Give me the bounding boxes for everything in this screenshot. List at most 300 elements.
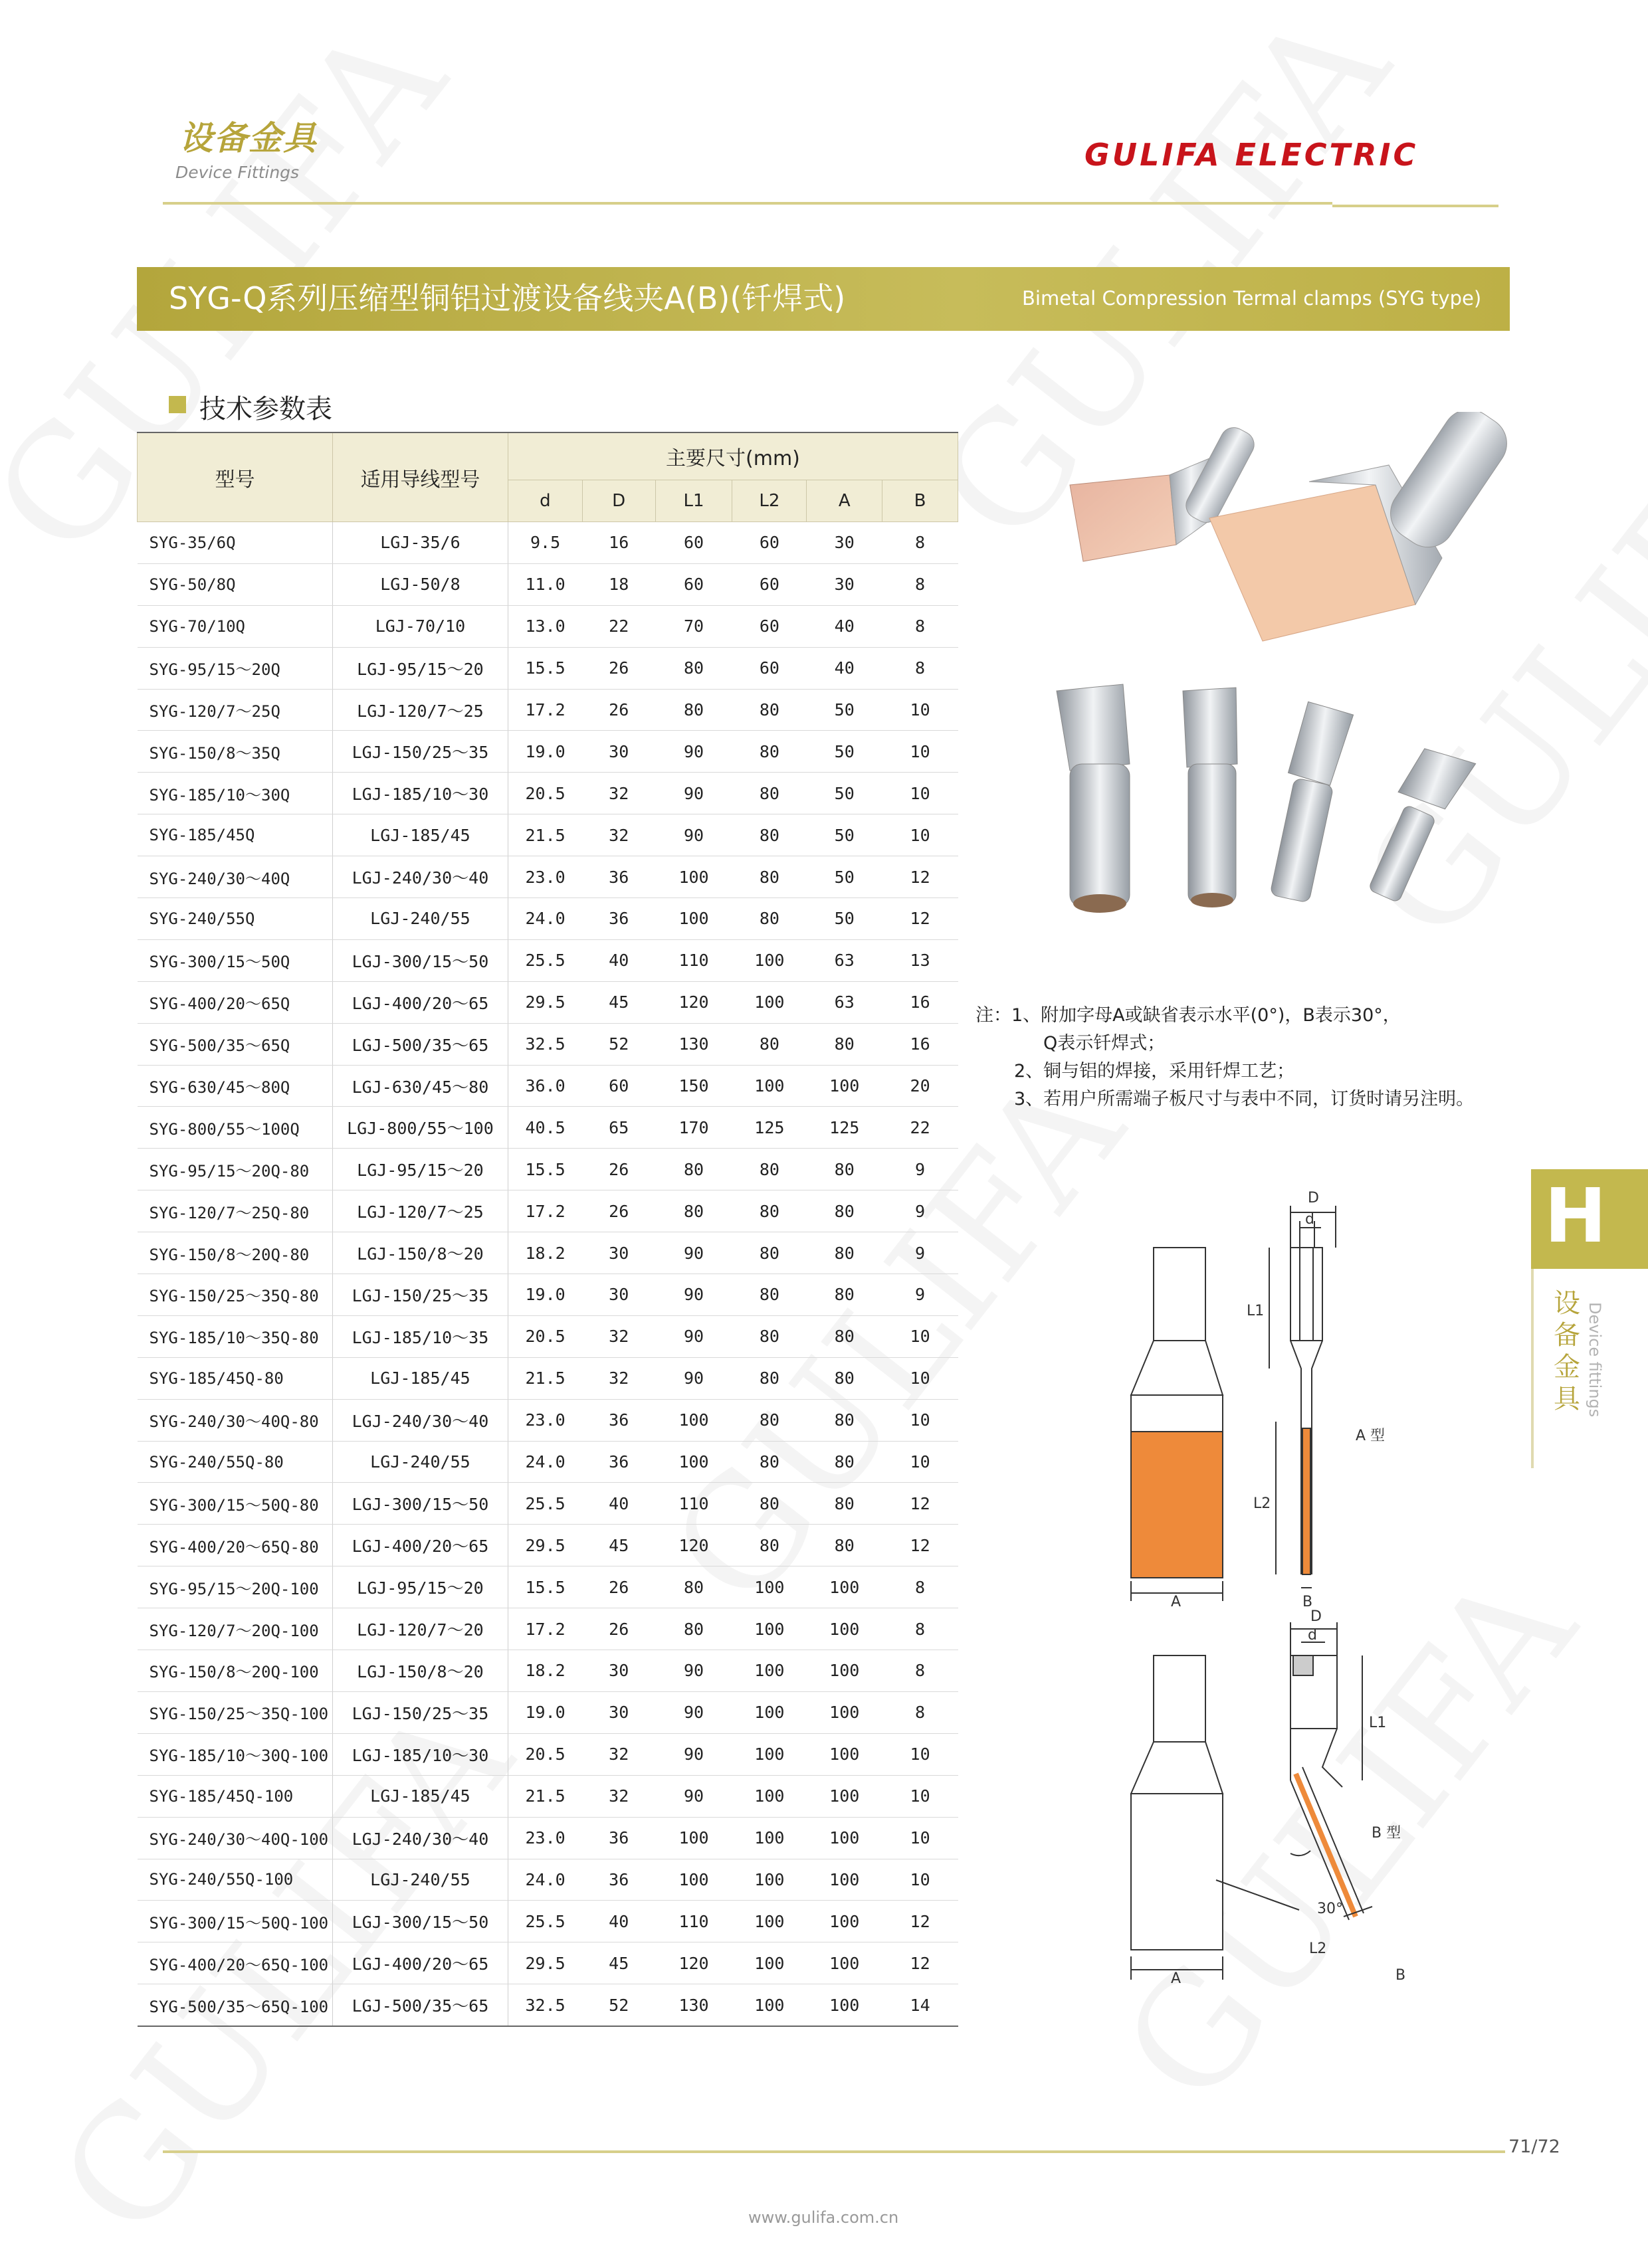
- table-cell: 90: [655, 1274, 732, 1316]
- table-cell: 100: [807, 1984, 882, 2026]
- table-cell: 10: [882, 1357, 958, 1399]
- table-cell: 26: [582, 647, 655, 689]
- table-cell: 50: [807, 856, 882, 898]
- drawing-label-A: A: [1171, 1594, 1182, 1610]
- table-cell: 22: [882, 1107, 958, 1149]
- table-cell: 50: [807, 898, 882, 940]
- table-cell: 80: [655, 1190, 732, 1232]
- product-photo-large: [1043, 412, 1528, 651]
- table-cell: 100: [807, 1733, 882, 1775]
- table-cell: LGJ-150/25～35: [332, 1691, 508, 1733]
- table-cell: 30: [582, 1691, 655, 1733]
- table-cell: 80: [655, 1149, 732, 1190]
- table-cell: 30: [807, 522, 882, 564]
- table-cell: 80: [655, 1566, 732, 1608]
- table-cell: SYG-150/25～35Q-100: [138, 1691, 333, 1733]
- drawing-label-D: D: [1308, 1190, 1319, 1206]
- table-row: [138, 1441, 958, 1483]
- chapter-tab: [1531, 1169, 1648, 1269]
- col-header-a: A: [807, 480, 882, 522]
- table-cell: 52: [582, 1023, 655, 1065]
- drawing-label-B: B: [1302, 1594, 1313, 1610]
- table-cell: 80: [732, 856, 807, 898]
- table-cell: 80: [655, 647, 732, 689]
- table-cell: 26: [582, 689, 655, 731]
- table-cell: 80: [732, 1441, 807, 1483]
- col-header-b: B: [882, 480, 958, 522]
- table-row: [138, 605, 958, 647]
- notes: [976, 1002, 1474, 1113]
- table-cell: 10: [882, 773, 958, 814]
- table-cell: 26: [582, 1566, 655, 1608]
- table-cell: LGJ-185/10～35: [332, 1315, 508, 1357]
- drawing-label-L1: L1: [1369, 1715, 1387, 1731]
- table-cell: 25.5: [508, 1901, 582, 1942]
- table-cell: 170: [655, 1107, 732, 1149]
- table-cell: 80: [655, 689, 732, 731]
- chapter-letter: H: [1544, 1173, 1607, 1260]
- table-row: [138, 1190, 958, 1232]
- table-cell: 90: [655, 814, 732, 856]
- table-row: [138, 981, 958, 1023]
- table-cell: 18.2: [508, 1650, 582, 1692]
- brand-logo: GULIFA ELECTRIC: [1084, 137, 1419, 173]
- table-cell: 9: [882, 1232, 958, 1274]
- table-cell: LGJ-300/15～50: [332, 1901, 508, 1942]
- table-cell: LGJ-185/45: [332, 1775, 508, 1817]
- table-cell: 12: [882, 856, 958, 898]
- drawing-label-d: d: [1308, 1627, 1317, 1644]
- table-cell: 100: [807, 1901, 882, 1942]
- table-cell: 90: [655, 1357, 732, 1399]
- table-cell: 100: [655, 856, 732, 898]
- table-cell: 100: [807, 1859, 882, 1901]
- table-cell: 100: [807, 1065, 882, 1107]
- table-cell: 100: [732, 1775, 807, 1817]
- drawing-label-L1: L1: [1247, 1303, 1265, 1319]
- table-cell: 8: [882, 1650, 958, 1692]
- table-cell: SYG-500/35～65Q: [138, 1023, 333, 1065]
- table-cell: 18: [582, 563, 655, 605]
- table-cell: 80: [807, 1357, 882, 1399]
- page-title: SYG-Q系列压缩型铜铝过渡设备线夹A(B)(钎焊式): [169, 280, 846, 316]
- table-cell: 25.5: [508, 1483, 582, 1525]
- table-cell: 80: [807, 1441, 882, 1483]
- table-cell: 80: [807, 1483, 882, 1525]
- table-cell: 12: [882, 898, 958, 940]
- table-cell: 13: [882, 939, 958, 981]
- table-cell: LGJ-150/25～35: [332, 731, 508, 773]
- table-cell: SYG-400/20～65Q: [138, 981, 333, 1023]
- footer-divider: [163, 2150, 1505, 2153]
- table-cell: 32: [582, 1315, 655, 1357]
- table-cell: 15.5: [508, 647, 582, 689]
- table-cell: 125: [807, 1107, 882, 1149]
- table-cell: 24.0: [508, 898, 582, 940]
- table-cell: 30: [807, 563, 882, 605]
- table-cell: 10: [882, 814, 958, 856]
- table-cell: 80: [807, 1232, 882, 1274]
- table-cell: SYG-185/10～35Q-80: [138, 1315, 333, 1357]
- table-cell: 120: [655, 1525, 732, 1566]
- table-cell: 90: [655, 1775, 732, 1817]
- table-cell: 29.5: [508, 981, 582, 1023]
- section-title: 技术参数表: [199, 394, 332, 425]
- table-cell: 17.2: [508, 1190, 582, 1232]
- table-cell: 12: [882, 1942, 958, 1984]
- table-cell: SYG-800/55～100Q: [138, 1107, 333, 1149]
- table-cell: LGJ-35/6: [332, 522, 508, 564]
- table-cell: 32: [582, 1733, 655, 1775]
- table-cell: 15.5: [508, 1566, 582, 1608]
- table-cell: 130: [655, 1984, 732, 2026]
- table-cell: 10: [882, 1733, 958, 1775]
- table-cell: 45: [582, 1942, 655, 1984]
- table-cell: 100: [732, 1065, 807, 1107]
- table-cell: LGJ-630/45～80: [332, 1065, 508, 1107]
- table-cell: 90: [655, 731, 732, 773]
- table-cell: 100: [732, 1691, 807, 1733]
- table-row: [138, 773, 958, 814]
- table-cell: 63: [807, 981, 882, 1023]
- table-cell: LGJ-70/10: [332, 605, 508, 647]
- table-cell: 100: [807, 1566, 882, 1608]
- table-cell: 80: [732, 1525, 807, 1566]
- col-header-conductor: 适用导线型号: [332, 432, 508, 522]
- table-cell: 45: [582, 1525, 655, 1566]
- table-row: [138, 647, 958, 689]
- table-cell: 11.0: [508, 563, 582, 605]
- table-row: [138, 1650, 958, 1692]
- table-cell: SYG-185/10～30Q-100: [138, 1733, 333, 1775]
- page-number: 71/72: [1508, 2136, 1560, 2157]
- col-header-l1: L1: [655, 480, 732, 522]
- table-cell: 30: [582, 1650, 655, 1692]
- table-cell: 60: [582, 1065, 655, 1107]
- table-cell: SYG-185/45Q-100: [138, 1775, 333, 1817]
- table-cell: 12: [882, 1525, 958, 1566]
- table-cell: SYG-120/7～25Q: [138, 689, 333, 731]
- table-cell: 30: [582, 1232, 655, 1274]
- table-cell: 30: [582, 1274, 655, 1316]
- table-cell: 90: [655, 1733, 732, 1775]
- table-cell: 20.5: [508, 1315, 582, 1357]
- table-cell: 80: [732, 1023, 807, 1065]
- table-cell: 36: [582, 1441, 655, 1483]
- table-row: [138, 1483, 958, 1525]
- table-cell: 16: [582, 522, 655, 564]
- table-cell: 9: [882, 1149, 958, 1190]
- table-cell: 40.5: [508, 1107, 582, 1149]
- drawing-label-A: A: [1171, 1970, 1182, 1987]
- table-cell: 18.2: [508, 1232, 582, 1274]
- header-divider: [1332, 205, 1498, 207]
- table-cell: 100: [732, 1942, 807, 1984]
- table-cell: 80: [807, 1149, 882, 1190]
- table-cell: 150: [655, 1065, 732, 1107]
- table-row: [138, 1149, 958, 1190]
- table-cell: 26: [582, 1149, 655, 1190]
- table-cell: LGJ-300/15～50: [332, 939, 508, 981]
- table-cell: 21.5: [508, 1775, 582, 1817]
- table-cell: 100: [807, 1817, 882, 1859]
- table-cell: 100: [655, 1399, 732, 1441]
- table-cell: 22: [582, 605, 655, 647]
- table-cell: 45: [582, 981, 655, 1023]
- spec-table: [137, 432, 958, 2027]
- table-cell: 125: [732, 1107, 807, 1149]
- table-cell: 100: [732, 1901, 807, 1942]
- table-cell: 130: [655, 1023, 732, 1065]
- table-cell: 80: [732, 1190, 807, 1232]
- table-cell: 60: [732, 605, 807, 647]
- note-1: 注：1、附加字母A或缺省表示水平(0°)，B表示30°，: [976, 1005, 1401, 1026]
- table-cell: 50: [807, 731, 882, 773]
- website-link[interactable]: www.gulifa.com.cn: [748, 2208, 899, 2227]
- table-cell: LGJ-240/30～40: [332, 1817, 508, 1859]
- table-cell: 13.0: [508, 605, 582, 647]
- drawing-label-d: d: [1305, 1211, 1314, 1228]
- table-cell: LGJ-240/30～40: [332, 856, 508, 898]
- table-cell: 80: [807, 1274, 882, 1316]
- table-cell: 50: [807, 773, 882, 814]
- table-cell: LGJ-400/20～65: [332, 981, 508, 1023]
- table-cell: 10: [882, 1817, 958, 1859]
- table-cell: SYG-185/45Q-80: [138, 1357, 333, 1399]
- table-cell: 36: [582, 1859, 655, 1901]
- drawing-label-B: B: [1395, 1967, 1406, 1984]
- table-cell: 100: [732, 1733, 807, 1775]
- table-cell: 19.0: [508, 1274, 582, 1316]
- table-cell: 60: [655, 522, 732, 564]
- table-cell: SYG-95/15～20Q-80: [138, 1149, 333, 1190]
- clamp-3: [1270, 700, 1354, 903]
- table-cell: 80: [732, 1483, 807, 1525]
- table-cell: LGJ-185/45: [332, 1357, 508, 1399]
- table-cell: 100: [655, 898, 732, 940]
- table-cell: 100: [807, 1691, 882, 1733]
- table-cell: 10: [882, 731, 958, 773]
- table-cell: 32.5: [508, 1984, 582, 2026]
- table-cell: LGJ-400/20～65: [332, 1942, 508, 1984]
- table-cell: SYG-240/55Q: [138, 898, 333, 940]
- table-cell: LGJ-150/8～20: [332, 1650, 508, 1692]
- table-cell: 20: [882, 1065, 958, 1107]
- table-row: [138, 1065, 958, 1107]
- table-cell: 80: [732, 689, 807, 731]
- table-cell: 60: [732, 522, 807, 564]
- table-cell: 14: [882, 1984, 958, 2026]
- table-cell: SYG-95/15～20Q-100: [138, 1566, 333, 1608]
- table-cell: LGJ-240/55: [332, 898, 508, 940]
- table-cell: SYG-240/30～40Q: [138, 856, 333, 898]
- table-cell: 32.5: [508, 1023, 582, 1065]
- table-cell: 29.5: [508, 1525, 582, 1566]
- table-cell: 60: [655, 563, 732, 605]
- table-cell: LGJ-500/35～65: [332, 1984, 508, 2026]
- col-header-l2: L2: [732, 480, 807, 522]
- table-row: [138, 1274, 958, 1316]
- clamp-large: [1209, 412, 1517, 641]
- table-cell: 23.0: [508, 1817, 582, 1859]
- table-cell: 120: [655, 1942, 732, 1984]
- table-cell: 10: [882, 1775, 958, 1817]
- table-cell: 8: [882, 605, 958, 647]
- table-cell: SYG-630/45～80Q: [138, 1065, 333, 1107]
- table-cell: 40: [807, 647, 882, 689]
- table-cell: 110: [655, 1483, 732, 1525]
- table-cell: 10: [882, 1399, 958, 1441]
- table-cell: 36: [582, 898, 655, 940]
- table-cell: LGJ-400/20～65: [332, 1525, 508, 1566]
- clamp-2: [1183, 688, 1237, 907]
- table-cell: LGJ-95/15～20: [332, 647, 508, 689]
- table-cell: 80: [732, 1357, 807, 1399]
- table-cell: 32: [582, 1775, 655, 1817]
- header-divider: [163, 202, 1332, 205]
- table-cell: 8: [882, 1608, 958, 1650]
- table-cell: 100: [732, 939, 807, 981]
- table-cell: SYG-240/30～40Q-100: [138, 1817, 333, 1859]
- table-cell: SYG-185/10～30Q: [138, 773, 333, 814]
- note-2: 2、铜与铝的焊接，采用钎焊工艺；: [1014, 1061, 1295, 1082]
- table-cell: 80: [807, 1399, 882, 1441]
- table-cell: 100: [655, 1441, 732, 1483]
- table-cell: 80: [732, 1274, 807, 1316]
- table-cell: 100: [807, 1942, 882, 1984]
- table-cell: 19.0: [508, 731, 582, 773]
- table-cell: LGJ-185/10～30: [332, 773, 508, 814]
- table-cell: 100: [732, 1608, 807, 1650]
- table-cell: 23.0: [508, 856, 582, 898]
- table-cell: 90: [655, 773, 732, 814]
- col-header-dimensions: 主要尺寸(mm): [508, 432, 958, 480]
- note-1b: Q表示钎焊式；: [1043, 1033, 1166, 1054]
- table-cell: 9: [882, 1274, 958, 1316]
- table-cell: 40: [582, 1901, 655, 1942]
- table-cell: 36: [582, 1399, 655, 1441]
- table-cell: 40: [807, 605, 882, 647]
- table-cell: LGJ-185/10～30: [332, 1733, 508, 1775]
- table-row: [138, 1691, 958, 1733]
- table-cell: SYG-300/15～50Q-100: [138, 1901, 333, 1942]
- table-cell: 50: [807, 814, 882, 856]
- table-cell: 9: [882, 1190, 958, 1232]
- table-cell: 80: [732, 1399, 807, 1441]
- table-row: [138, 1525, 958, 1566]
- table-cell: 10: [882, 1441, 958, 1483]
- table-cell: 110: [655, 939, 732, 981]
- clamp-4: [1368, 742, 1476, 903]
- table-cell: SYG-240/55Q-80: [138, 1441, 333, 1483]
- table-row: [138, 1733, 958, 1775]
- table-cell: SYG-120/7～25Q-80: [138, 1190, 333, 1232]
- table-cell: LGJ-185/45: [332, 814, 508, 856]
- drawing-label-D: D: [1310, 1608, 1322, 1625]
- table-cell: 100: [807, 1650, 882, 1692]
- col-header-d: D: [582, 480, 655, 522]
- table-cell: 65: [582, 1107, 655, 1149]
- table-cell: SYG-500/35～65Q-100: [138, 1984, 333, 2026]
- table-row: [138, 856, 958, 898]
- table-cell: 16: [882, 1023, 958, 1065]
- table-cell: 9.5: [508, 522, 582, 564]
- table-cell: LGJ-800/55～100: [332, 1107, 508, 1149]
- table-cell: 80: [732, 1232, 807, 1274]
- table-row: [138, 1942, 958, 1984]
- product-photo-group: [1043, 664, 1528, 930]
- table-row: [138, 1608, 958, 1650]
- table-row: [138, 1817, 958, 1859]
- table-cell: 110: [655, 1901, 732, 1942]
- table-cell: SYG-240/30～40Q-80: [138, 1399, 333, 1441]
- table-cell: 25.5: [508, 939, 582, 981]
- table-cell: 70: [655, 605, 732, 647]
- table-row: [138, 1023, 958, 1065]
- table-cell: 36.0: [508, 1065, 582, 1107]
- table-cell: 80: [655, 1608, 732, 1650]
- table-cell: SYG-150/8～20Q-100: [138, 1650, 333, 1692]
- drawing-angle: 30°: [1317, 1901, 1343, 1917]
- table-cell: LGJ-150/8～20: [332, 1232, 508, 1274]
- table-cell: LGJ-95/15～20: [332, 1149, 508, 1190]
- table-row: [138, 1399, 958, 1441]
- table-cell: 100: [807, 1775, 882, 1817]
- table-cell: 20.5: [508, 1733, 582, 1775]
- table-row: [138, 731, 958, 773]
- drawing-label-L2: L2: [1309, 1940, 1327, 1957]
- drawing-type-a: A 型: [1356, 1428, 1386, 1444]
- table-cell: 32: [582, 1357, 655, 1399]
- table-cell: 23.0: [508, 1399, 582, 1441]
- table-cell: 100: [732, 1859, 807, 1901]
- table-row: [138, 1984, 958, 2026]
- table-cell: SYG-70/10Q: [138, 605, 333, 647]
- table-cell: 10: [882, 1859, 958, 1901]
- table-cell: 80: [732, 773, 807, 814]
- col-header-d: d: [508, 480, 582, 522]
- table-cell: 29.5: [508, 1942, 582, 1984]
- table-cell: 63: [807, 939, 882, 981]
- table-row: [138, 939, 958, 981]
- table-cell: 100: [807, 1608, 882, 1650]
- table-cell: 52: [582, 1984, 655, 2026]
- table-cell: LGJ-120/7～25: [332, 689, 508, 731]
- table-cell: LGJ-300/15～50: [332, 1483, 508, 1525]
- table-cell: 90: [655, 1315, 732, 1357]
- table-row: [138, 563, 958, 605]
- table-cell: 80: [732, 898, 807, 940]
- table-cell: SYG-120/7～20Q-100: [138, 1608, 333, 1650]
- table-cell: SYG-240/55Q-100: [138, 1859, 333, 1901]
- table-cell: 21.5: [508, 814, 582, 856]
- table-cell: 80: [732, 731, 807, 773]
- table-row: [138, 1357, 958, 1399]
- table-cell: 30: [582, 731, 655, 773]
- table-row: [138, 898, 958, 940]
- table-cell: SYG-400/20～65Q-100: [138, 1942, 333, 1984]
- table-cell: 10: [882, 1315, 958, 1357]
- table-cell: 90: [655, 1650, 732, 1692]
- table-cell: LGJ-240/55: [332, 1441, 508, 1483]
- table-cell: 80: [807, 1315, 882, 1357]
- drawing-label-L2: L2: [1253, 1495, 1271, 1512]
- table-cell: 17.2: [508, 1608, 582, 1650]
- table-cell: 20.5: [508, 773, 582, 814]
- table-cell: 12: [882, 1483, 958, 1525]
- table-cell: 40: [582, 1483, 655, 1525]
- category-subtitle: Device Fittings: [175, 163, 300, 182]
